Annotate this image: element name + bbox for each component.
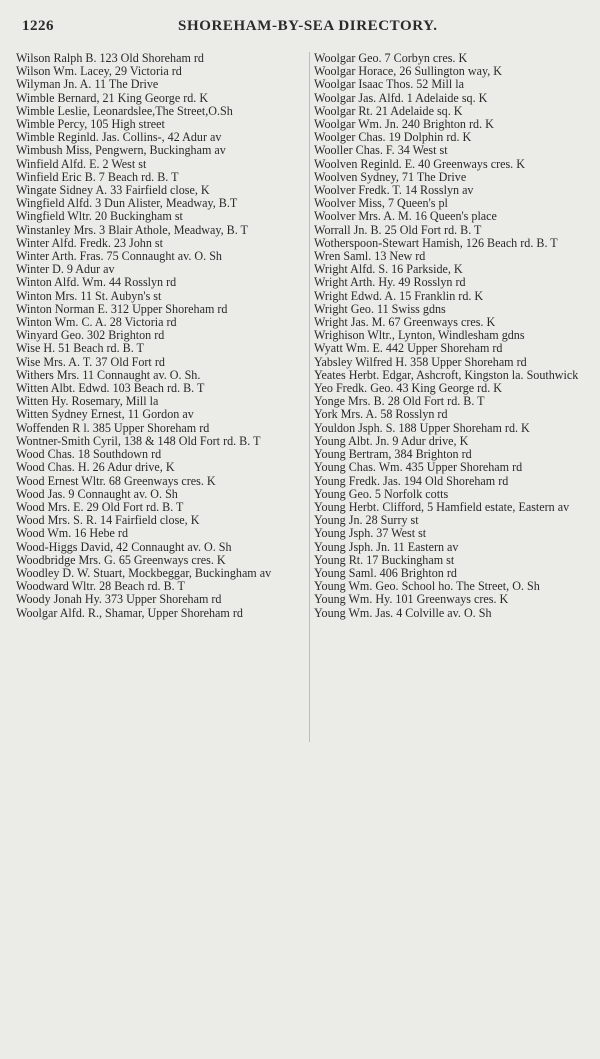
directory-entry: Wright Edwd. A. 15 Franklin rd. K: [314, 289, 484, 303]
directory-entry: Young Jsph. 37 West st: [314, 527, 427, 541]
directory-entry: Wood Chas. 18 Southdown rd: [16, 448, 162, 462]
directory-entry: Wimble Reginld. Jas. Collins-, 42 Adur av: [16, 131, 222, 145]
directory-entry: Young Jn. 28 Surry st: [314, 514, 419, 528]
directory-entry: Wood-Higgs David, 42 Connaught av. O. Sh: [16, 540, 232, 554]
directory-entry: Wood Mrs. S. R. 14 Fairfield close, K: [16, 514, 200, 528]
directory-entry: Wyatt Wm. E. 442 Upper Shoreham rd: [314, 342, 503, 356]
directory-entry: Winton Wm. C. A. 28 Victoria rd: [16, 316, 177, 330]
directory-entry: Woolver Fredk. T. 14 Rosslyn av: [314, 184, 474, 198]
directory-entry: Witten Albt. Edwd. 103 Beach rd. B. T: [16, 382, 205, 396]
directory-entry: Woolgar Horace, 26 Sullington way, K: [314, 65, 503, 79]
directory-entry: Woolgar Rt. 21 Adelaide sq. K: [314, 104, 463, 118]
directory-entry: Witten Hy. Rosemary, Mill la: [16, 395, 159, 409]
directory-entry: Wooller Chas. F. 34 West st: [314, 144, 448, 158]
directory-entry: Young Rt. 17 Buckingham st: [314, 553, 455, 567]
directory-entry: Winfield Alfd. E. 2 West st: [16, 157, 147, 171]
directory-entry: Young Saml. 406 Brighton rd: [314, 566, 457, 580]
directory-entry: Worrall Jn. B. 25 Old Fort rd. B. T: [314, 223, 482, 237]
directory-entry: Winton Norman E. 312 Upper Shoreham rd: [16, 302, 228, 316]
directory-entry: Young Chas. Wm. 435 Upper Shoreham rd: [314, 461, 523, 475]
directory-entry: Woffenden R l. 385 Upper Shoreham rd: [16, 421, 210, 435]
directory-entry: Wright Alfd. S. 16 Parkside, K: [314, 263, 463, 277]
directory-entry: Wright Geo. 11 Swiss gdns: [314, 302, 446, 316]
directory-entry: Young Geo. 5 Norfolk cotts: [314, 487, 449, 501]
directory-entry: Wilson Ralph B. 123 Old Shoreham rd: [16, 52, 204, 65]
directory-entry: Wrighison Wltr., Lynton, Windlesham gdns: [314, 329, 525, 343]
directory-entry: Wise Mrs. A. T. 37 Old Fort rd: [16, 355, 165, 369]
directory-entry: Young Bertram, 384 Brighton rd: [314, 448, 472, 462]
directory-entry: Winfield Eric B. 7 Beach rd. B. T: [16, 170, 179, 184]
directory-entry: Wood Jas. 9 Connaught av. O. Sh: [16, 487, 178, 501]
directory-entry: Young Fredk. Jas. 194 Old Shoreham rd: [314, 474, 509, 488]
directory-entry: Yabsley Wilfred H. 358 Upper Shoreham rd: [314, 355, 527, 369]
directory-entry: Young Wm. Geo. School ho. The Street, O. Sh: [314, 580, 540, 594]
directory-entry: Wright Arth. Hy. 49 Rosslyn rd: [314, 276, 466, 290]
directory-entry: Woolgar Isaac Thos. 52 Mill la: [314, 78, 464, 92]
directory-entry: Wood Ernest Wltr. 68 Greenways cres. K: [16, 474, 216, 488]
directory-entry: Woolger Chas. 19 Dolphin rd. K: [314, 131, 472, 145]
directory-entry: Young Wm. Jas. 4 Colville av. O. Sh: [314, 606, 492, 620]
directory-entry: Wilson Wm. Lacey, 29 Victoria rd: [16, 65, 182, 79]
directory-entry: Woolgar Wm. Jn. 240 Brighton rd. K: [314, 118, 494, 132]
page-number: 1226: [22, 18, 54, 34]
directory-entry: Yeo Fredk. Geo. 43 King George rd. K: [314, 382, 502, 396]
directory-entry: Woolven Reginld. E. 40 Greenways cres. K: [314, 157, 525, 171]
right-column: [314, 52, 598, 620]
directory-entry: Wimble Bernard, 21 King George rd. K: [16, 91, 209, 105]
left-column: [16, 52, 303, 620]
directory-entry: Withers Mrs. 11 Connaught av. O. Sh.: [16, 368, 201, 382]
directory-entry: Young Wm. Hy. 101 Greenways cres. K: [314, 593, 509, 607]
directory-entry: Wise H. 51 Beach rd. B. T: [16, 342, 144, 356]
directory-entry: Wren Saml. 13 New rd: [314, 250, 426, 264]
directory-entry: Wotherspoon-Stewart Hamish, 126 Beach rd. B. T: [314, 236, 558, 250]
directory-entry: Winton Mrs. 11 St. Aubyn's st: [16, 289, 162, 303]
directory-entry: Wilyman Jn. A. 11 The Drive: [16, 78, 159, 92]
directory-entry: Woolven Sydney, 71 The Drive: [314, 170, 467, 184]
directory-entry: Woolgar Geo. 7 Corbyn cres. K: [314, 52, 468, 65]
directory-entry: Woodley D. W. Stuart, Mockbeggar, Buckingham av: [16, 566, 272, 580]
directory-entry: Youldon Jsph. S. 188 Upper Shoreham rd. K: [314, 421, 530, 435]
directory-entry: Winter Alfd. Fredk. 23 John st: [16, 236, 163, 250]
directory-entry: Yeates Herbt. Edgar, Ashcroft, Kingston la. Southwick: [314, 368, 579, 382]
directory-entry: Wood Chas. H. 26 Adur drive, K: [16, 461, 175, 475]
column-divider: [309, 52, 310, 742]
directory-entry: Woolgar Alfd. R., Shamar, Upper Shoreham rd: [16, 606, 243, 620]
directory-entry: Wimbush Miss, Pengwern, Buckingham av: [16, 144, 226, 158]
directory-entry: Young Albt. Jn. 9 Adur drive, K: [314, 434, 469, 448]
directory-entry: Wright Jas. M. 67 Greenways cres. K: [314, 316, 496, 330]
page-header: [0, 18, 600, 38]
directory-entry: Winstanley Mrs. 3 Blair Athole, Meadway, B. T: [16, 223, 248, 237]
directory-entry: Winter Arth. Fras. 75 Connaught av. O. Sh: [16, 250, 222, 264]
directory-entry: Young Jsph. Jn. 11 Eastern av: [314, 540, 459, 554]
directory-entry: Wingate Sidney A. 33 Fairfield close, K: [16, 184, 210, 198]
directory-entry: Yonge Mrs. B. 28 Old Fort rd. B. T: [314, 395, 485, 409]
directory-entry: Wontner-Smith Cyril, 138 & 148 Old Fort rd. B. T: [16, 434, 261, 448]
directory-entry: York Mrs. A. 58 Rosslyn rd: [314, 408, 448, 422]
directory-entry: Woodward Wltr. 28 Beach rd. B. T: [16, 580, 185, 594]
directory-entry: Woolver Miss, 7 Queen's pl: [314, 197, 448, 211]
directory-entry: Winter D. 9 Adur av: [16, 263, 115, 277]
directory-entry: Wood Wm. 16 Hebe rd: [16, 527, 128, 541]
directory-entry: Woolver Mrs. A. M. 16 Queen's place: [314, 210, 497, 224]
directory-entry: Wingfield Alfd. 3 Dun Alister, Meadway, B.T: [16, 197, 238, 211]
directory-entry: Witten Sydney Ernest, 11 Gordon av: [16, 408, 194, 422]
directory-entry: Winton Alfd. Wm. 44 Rosslyn rd: [16, 276, 177, 290]
directory-entry: Winyard Geo. 302 Brighton rd: [16, 329, 165, 343]
directory-entry: Woolgar Jas. Alfd. 1 Adelaide sq. K: [314, 91, 488, 105]
directory-entry: Wimble Percy, 105 High street: [16, 118, 165, 132]
running-title: SHOREHAM-BY-SEA DIRECTORY.: [178, 18, 438, 34]
directory-entry: Wimble Leslie, Leonardslee,The Street,O.Sh: [16, 104, 233, 118]
directory-entry: Wingfield Wltr. 20 Buckingham st: [16, 210, 183, 224]
directory-entry: Wood Mrs. E. 29 Old Fort rd. B. T: [16, 500, 184, 514]
directory-entry: Woodbridge Mrs. G. 65 Greenways cres. K: [16, 553, 226, 567]
directory-entry: Young Herbt. Clifford, 5 Hamfield estate, Eastern av: [314, 500, 570, 514]
directory-entry: Woody Jonah Hy. 373 Upper Shoreham rd: [16, 593, 222, 607]
